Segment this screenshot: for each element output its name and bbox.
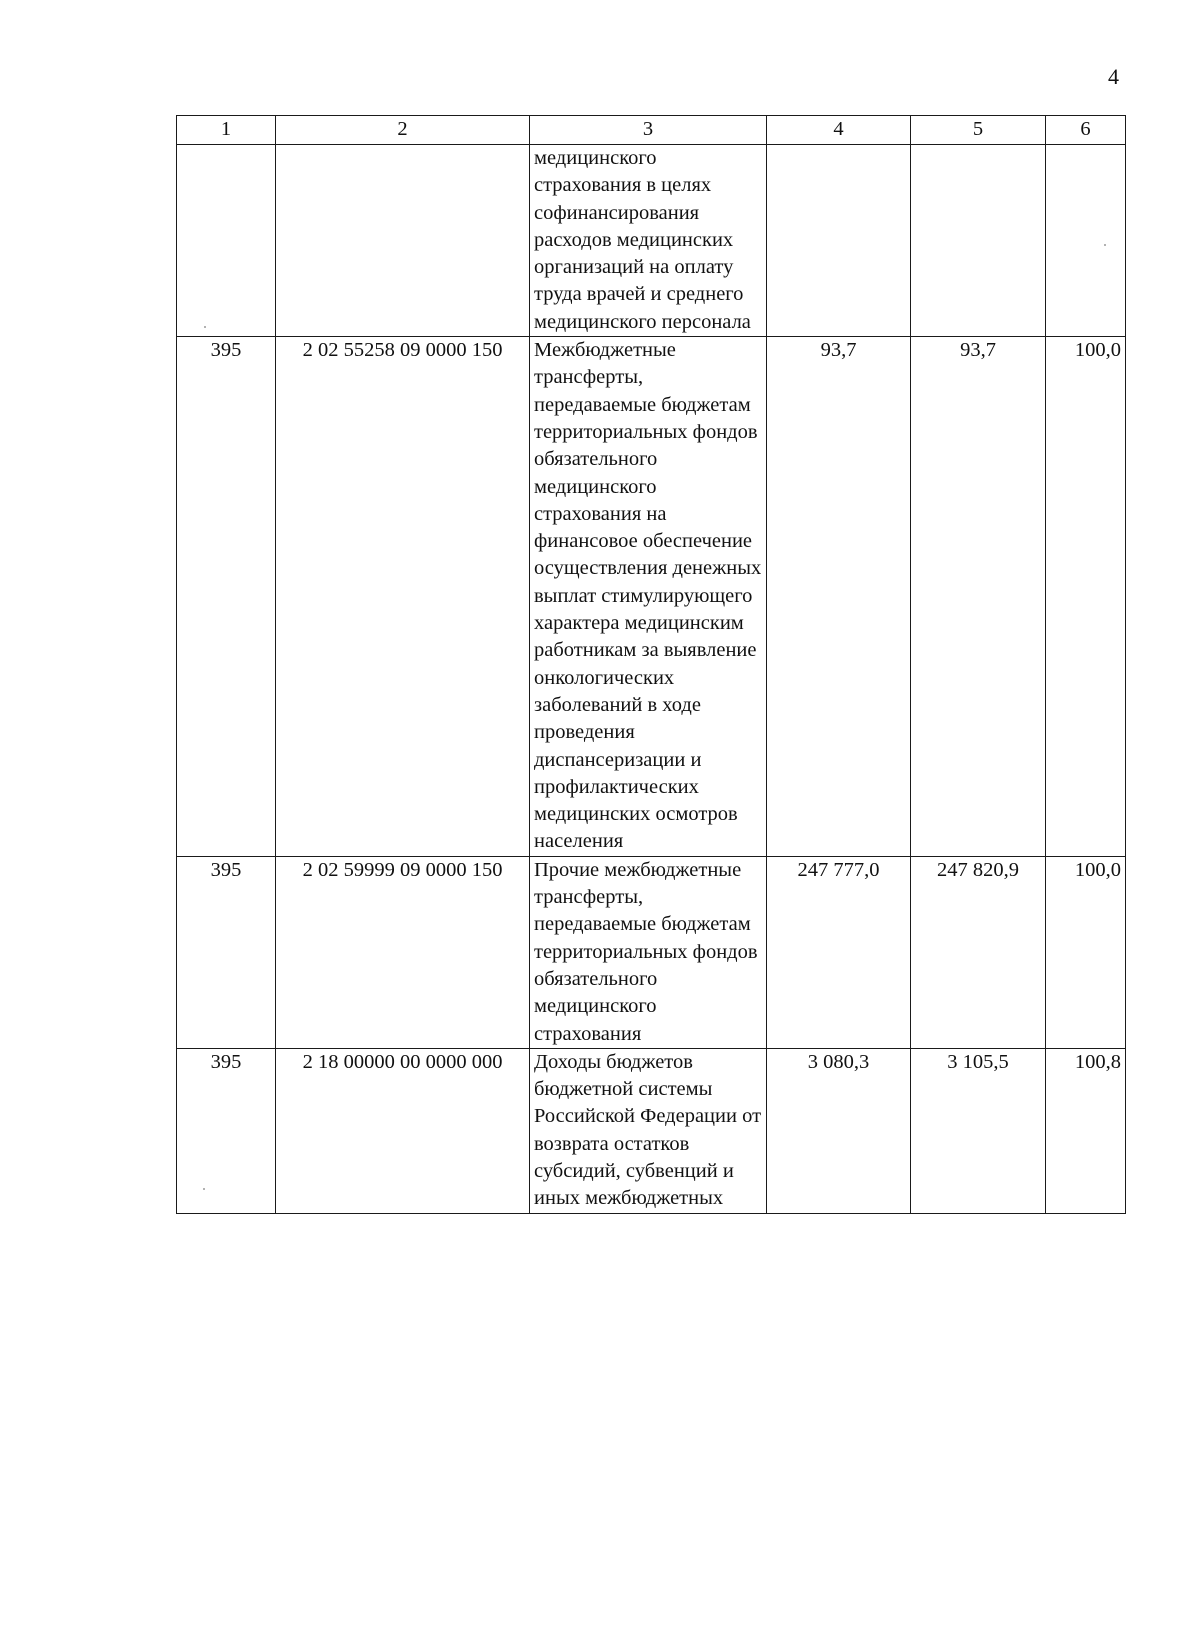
column-header: 5 — [911, 116, 1046, 145]
column-header: 4 — [767, 116, 911, 145]
actual-amount-cell: 3 105,5 — [911, 1048, 1046, 1213]
actual-amount-cell: 93,7 — [911, 337, 1046, 857]
plan-amount-cell: 247 777,0 — [767, 856, 911, 1048]
plan-amount-cell — [767, 145, 911, 337]
actual-amount-cell: 247 820,9 — [911, 856, 1046, 1048]
column-header: 3 — [530, 116, 767, 145]
column-header: 1 — [177, 116, 276, 145]
budget-code-cell: 2 02 55258 09 0000 150 — [276, 337, 530, 857]
column-header: 2 — [276, 116, 530, 145]
percent-cell: 100,0 — [1046, 856, 1126, 1048]
revenue-name-cell: Межбюджетные трансферты, передаваемые бюджетам территориальных фондов обязательного медицинского страхования на финансовое обеспечение осуществления денежных выплат стимулирующего характера медицинским работникам за выявление онкологических заболеваний в ходе проведения диспансеризации и профилактических медицинских осмотров населения — [530, 337, 767, 857]
budget-code-cell: 2 18 00000 00 0000 000 — [276, 1048, 530, 1213]
revenue-name-cell: медицинского страхования в целях софинансирования расходов медицинских организаций на оплату труда врачей и среднего медицинского персонала — [530, 145, 767, 337]
budget-code-cell: 2 02 59999 09 0000 150 — [276, 856, 530, 1048]
grbs-code-cell: 395 — [177, 1048, 276, 1213]
column-header: 6 — [1046, 116, 1126, 145]
table-row — [177, 337, 1126, 857]
percent-cell: 100,8 — [1046, 1048, 1126, 1213]
column-number-row — [177, 116, 1126, 145]
grbs-code-cell — [177, 145, 276, 337]
plan-amount-cell: 93,7 — [767, 337, 911, 857]
grbs-code-cell: 395 — [177, 856, 276, 1048]
table-row — [177, 145, 1126, 337]
percent-cell — [1046, 145, 1126, 337]
plan-amount-cell: 3 080,3 — [767, 1048, 911, 1213]
page-number: 4 — [1108, 64, 1119, 89]
revenue-name-cell: Доходы бюджетов бюджетной системы Российской Федерации от возврата остатков субсидий, субвенций и иных межбюджетных — [530, 1048, 767, 1213]
percent-cell: 100,0 — [1046, 337, 1126, 857]
table-row — [177, 1048, 1126, 1213]
grbs-code-cell: 395 — [177, 337, 276, 857]
revenue-table — [176, 115, 1126, 1214]
budget-code-cell — [276, 145, 530, 337]
actual-amount-cell — [911, 145, 1046, 337]
table-row — [177, 856, 1126, 1048]
revenue-name-cell: Прочие межбюджетные трансферты, передаваемые бюджетам территориальных фондов обязательного медицинского страхования — [530, 856, 767, 1048]
